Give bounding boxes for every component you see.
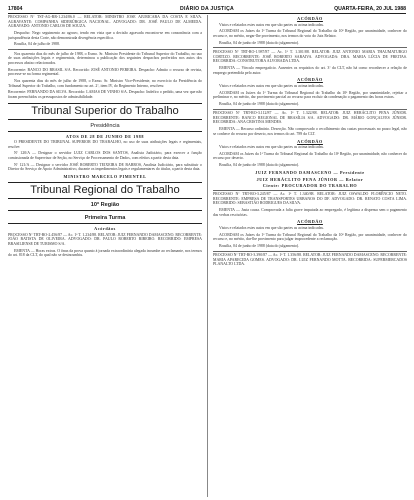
acts-date-heading: ATOS DE 28 DE JUNHO DE 1988 [65,133,145,139]
right-paragraph: Brasília, 04 de junho de 1988 (data do julgamento). [219,40,300,45]
left-column [8,15,202,497]
column-divider [207,15,208,497]
section-rule [213,190,407,191]
publication-title: DIÁRIO DA JUSTIÇA [180,6,234,12]
intro-paragraph: Nos quarenta dias do mês de julho de 1988, o Exmo. Sr. Ministro Presidente do Tribunal Superior do Trabalho, no uso de suas atribuições legais e regimentais, determinou a publicação dos seguintes despachos proferidos nos autos dos processos abaixo relacionados. [8,51,202,65]
right-paragraph: Brasília, 04 de junho de 1988 (data do julgamento). [219,244,300,248]
page-number: 17804 [8,6,23,12]
intro-paragraph: Recorrente: BANCO DO BRASIL S/A. Recorrido: JOSÉ ANTONIO PEREIRA. Despacho: Admito o recurso de revista, processe-se na forma regimental. [8,67,202,77]
tst-paragraph: Nº 120/A — Designar o servidor LUIZ CARLOS DOS SANTOS, Analista Judiciário, para exercer a função comissionada de Supervisor de Seção, no Serviço de Processamento de Dados, com efeitos a partir desta data. [8,151,202,160]
right-paragraph: ACORDAM os Juízes da 1ª Turma do Tribunal Regional do Trabalho da 10ª Região, por unanimidade, não conhecer do recurso por deserto. [213,151,407,161]
tst-paragraph: O PRESIDENTE DO TRIBUNAL SUPERIOR DO TRABALHO, no uso de suas atribuições legais e regimentais, resolve: [8,140,202,149]
tst-section-title: Presidência [8,121,202,132]
right-paragraph: PROCESSO Nº TRT-RO-3.390/87 — Ac. 1ª T. 1.356/88. RELATOR: JUIZ FERNANDO DAMASCENO. RECORRENTE: MARIA APARECIDA GOMES. ADVOGADO: DR. LUIZ FERNANDO MOTTA. RECORRIDA: SUPERMERCADOS PLANALTO LTDA. [213,253,407,267]
signature-line: JUIZ FERNANDO DAMASCENO — Presidente [255,170,365,175]
trt-paragraph: EMENTA — Horas extras. O ônus da prova quanto à jornada extraordinária alegada incumbe ao reclamante, nos termos do art. 818 da CLT, do qual não se desincumbiu. [8,248,202,258]
right-paragraph: Vistos e relatados estes autos em que são partes as acima indicadas. [219,22,324,27]
acordao-heading: ACÓRDÃO [297,219,323,225]
intro-paragraph: Recorrente: FERNANDO DA SILVA. Recorrido: LAMAS DE VINHO S/A. Despacho: Indefiro o pedido, uma vez que não foram preenchidos os pressupostos de admissibilidade. [8,90,202,99]
right-paragraph: EMENTA — Vínculo empregatício. Ausentes os requisitos do art. 3º da CLT, não há como reconhecer a relação de emprego pretendida pelo autor. [213,65,407,75]
trt-region-title: 10ª Região [8,200,202,211]
right-paragraph: Vistos e relatados estes autos em que são partes as acima indicadas. [219,225,324,230]
signature-line: MINISTRO MARCELO PIMENTEL [63,174,147,180]
right-paragraph: PROCESSO Nº TRT-RO-3.112/87 — Ac. 1ª T. 1.322/88. RELATOR: JUIZ HERÁCLITO PENA JÚNIOR. RECORRENTE: BANCO REGIONAL DE BRASÍLIA S/A. ADVOGADO: DR. MÁRIO GONÇALVES JÚNIOR. RECORRIDA: ANA CRISTINA MENDES. [213,111,407,125]
trt-section-title: Primeira Turma [8,213,202,224]
signature-line: Ciente: PROCURADOR DO TRABALHO [262,183,358,188]
right-column [213,15,407,497]
section-rule [213,47,407,48]
right-paragraph: ACORDAM os Juízes da 1ª Turma do Tribunal Regional do Trabalho da 10ª Região, por unanimidade, rejeitar a preliminar e, no mérito, dar provimento parcial ao recurso para excluir da condenação o pagamento das horas extras. [213,90,407,100]
intro-paragraph: Brasília, 04 de julho de 1988. [14,42,60,47]
intro-paragraph: Nos quarenta dias do mês de julho de 1988, o Exmo. Sr. Ministro Vice-Presidente, no exercício da Presidência do Tribunal Superior do Trabalho, com fundamento no art. 2º, item IV, do Regimento Interno, resolveu: [8,78,202,88]
tst-banner: Tribunal Superior do Trabalho [8,103,202,120]
right-paragraph: Brasília, 04 de junho de 1988 (data do julgamento). [219,101,300,106]
right-paragraph: EMENTA — Recurso ordinário. Deserção. Não comprovado o recolhimento das custas processuais no prazo legal, não se conhece do recurso por deserto, nos termos do art. 789 da CLT. [213,127,407,136]
right-paragraph: Vistos e relatados estes autos em que são partes as acima indicadas. [219,83,324,88]
right-paragraph: ACORDAM os Juízes da 1ª Turma do Tribunal Regional do Trabalho da 10ª Região, por unanimidade, conhecer do recurso e, no mérito, dar-lhe provimento para julgar improcedente a reclamação. [213,232,407,242]
acordaos-heading: Acórdãos [94,226,116,232]
trt-banner: Tribunal Regional do Trabalho [8,182,202,199]
section-rule [8,49,202,50]
section-rule [213,251,407,252]
acordao-heading: ACÓRDÃO [297,16,323,21]
right-paragraph: EMENTA — Justa causa. Comprovada a falta grave imputada ao empregado, é legítima a dispensa sem o pagamento das verbas rescisórias. [213,207,407,217]
right-paragraph: ACORDAM os Juízes da 1ª Turma do Tribunal Regional do Trabalho da 10ª Região, por unanimidade, conhecer do recurso e, no mérito, negar-lhe provimento, nos termos do voto do Juiz Relator. [213,29,407,38]
tst-paragraph: Nº 121/A — Designar o servidor JOSÉ ROBERTO TEIXEIRA DE BARROS, Analista Judiciário, para substituir o Diretor do Serviço de Apoio Administrativo, durante os impedimentos legais e regulamentares do titular, a partir desta data. [8,162,202,172]
acordao-heading: ACÓRDÃO [297,77,323,83]
right-paragraph: PROCESSO Nº TRT-RO-3.245/87 — Ac. 1ª T. 1.340/88. RELATOR: JUIZ OSWALDO FLORÊNCIO NETO. RECORRENTE: EMPRESA DE TRANSPORTES URBANOS DO DF. ADVOGADO: DR. RENATO COSTA LIMA. RECORRIDO: SEBASTIÃO RODRIGUES DA SILVA. [213,192,407,206]
right-paragraph: Vistos e relatados estes autos em que são partes as acima indicadas. [219,145,324,150]
section-rule [213,109,407,110]
header-rule [8,13,406,14]
right-paragraph: PROCESSO Nº TRT-RO-1.987/87 — Ac. 1ª T. 1.301/88. RELATOR: JUIZ ANTONIO MARIA THAUMATURGO CORTIZO. RECORRENTE: JOSÉ ROBERTO SARAIVA. ADVOGADA: DRA. MARIA LÚCIA DE FREITAS. RECORRIDA: CONSTRUTORA ALVORADA LTDA. [213,49,407,64]
intro-paragraph: Despacho: Nego seguimento ao agravo, tendo em vista que a decisão agravada encontra-se em consonância com a jurisprudência desta Corte, não demonstrada divergência específica. [8,30,202,40]
publication-date: QUARTA-FEIRA, 20 JUL 1988 [334,6,406,12]
right-paragraph: Brasília, 04 de junho de 1988 (data do julgamento). [219,163,300,168]
trt-paragraph: PROCESSO Nº TRT-RO-2.456/87 — Ac. 1ª T. 1.234/88. RELATOR: JUIZ FERNANDO DAMASCENO. RECORRENTE: JOÃO BATISTA DE OLIVEIRA. ADVOGADO: DR. PAULO ROBERTO RIBEIRO. RECORRIDO: EMPRESA BRASILIENSE DE TURISMO S/A. [8,232,202,246]
signature-line: JUIZ HERÁCLITO PENA JÚNIOR — Relator [256,176,364,182]
acordao-heading: ACÓRDÃO [297,138,323,144]
intro-paragraph: PROCESSO Nº TST-AG-RR-1.234/86.0 — RELATOR: MINISTRO JOSÉ AJURICABA DA COSTA E SILVA. AGRAVANTE: COMPANHIA SIDERÚRGICA NACIONAL. ADVOGADO: DR. JOSÉ PAULO DE ALMEIDA. AGRAVADO: ANTONIO CARLOS DE SOUZA. [8,15,202,29]
